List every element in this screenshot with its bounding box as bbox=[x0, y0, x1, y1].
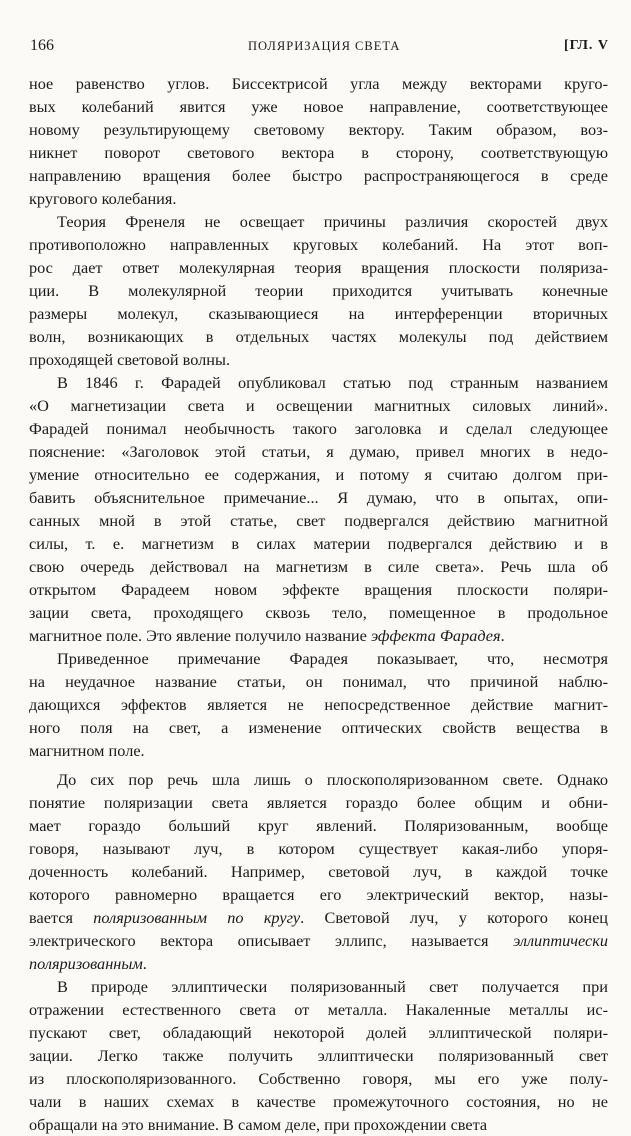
text-line bbox=[29, 1067, 608, 1090]
line-text: проходящей световой волны. bbox=[29, 350, 231, 369]
text-line bbox=[29, 463, 608, 486]
text-line bbox=[29, 486, 608, 509]
line-text: Приведенное примечание Фарадея показывает, что, несмотря bbox=[57, 649, 608, 668]
line-text: свою очередь действовал на магнетизм в силе света». Речь шла об bbox=[29, 557, 608, 576]
text-line bbox=[29, 325, 608, 348]
text-line bbox=[29, 670, 608, 693]
text-line bbox=[29, 279, 608, 302]
line-text: ного поля на свет, а изменение оптических свойств вещества в bbox=[29, 718, 608, 737]
text-line bbox=[29, 141, 608, 164]
line-text: дающихся эффектов является не непосредственное действие магнит- bbox=[29, 695, 608, 714]
page-header bbox=[30, 37, 609, 61]
line-text: умение относительно ее содержания, и потому я считаю долгом при- bbox=[29, 465, 608, 484]
text-line bbox=[29, 72, 608, 95]
line-text: рос дает ответ молекулярная теория вращения плоскости поляриза- bbox=[29, 258, 608, 277]
line-text: обращали на это внимание. В самом деле, при прохождении света bbox=[29, 1115, 488, 1134]
text-line bbox=[29, 118, 608, 141]
chapter-label: [ГЛ. V bbox=[564, 38, 609, 53]
text-line bbox=[29, 768, 608, 791]
line-text: вается bbox=[29, 908, 94, 927]
text-line bbox=[29, 952, 608, 975]
line-text: открытом Фарадеем новом эффекте вращения плоскости поляри- bbox=[29, 580, 608, 599]
paragraph bbox=[29, 72, 608, 210]
text-line bbox=[29, 1021, 608, 1044]
paragraph bbox=[29, 371, 608, 647]
line-text-tail: . Световой луч, у которого конец bbox=[300, 908, 608, 927]
line-text: из плоскополяризованного. Собственно говоря, мы его уже полу- bbox=[29, 1069, 608, 1088]
paragraph bbox=[29, 768, 608, 975]
line-text: говоря, называют луч, в котором существует какая-либо упоря- bbox=[29, 839, 608, 858]
line-text: «О магнетизации света и освещении магнитных силовых линий». bbox=[29, 396, 608, 415]
text-line bbox=[29, 883, 608, 906]
text-line bbox=[29, 371, 608, 394]
text-line bbox=[29, 1113, 608, 1136]
line-text: противоположно направленных круговых колебаний. На этот воп- bbox=[29, 235, 608, 254]
text-line bbox=[29, 1090, 608, 1113]
line-text: санных мной в этой статье, свет подвергался действию магнитной bbox=[29, 511, 608, 530]
line-text: пускают свет, обладающий некоторой долей эллиптической поляри- bbox=[29, 1023, 608, 1042]
text-line bbox=[29, 837, 608, 860]
text-line bbox=[29, 233, 608, 256]
text-line bbox=[29, 302, 608, 325]
text-line bbox=[29, 187, 608, 210]
line-text: понятие поляризации света является гораздо более общим и обни- bbox=[29, 793, 608, 812]
emphasized-term: эффекта Фарадея bbox=[370, 626, 501, 645]
line-text: отражении естественного света от металла. Накаленные металлы ис- bbox=[29, 1000, 608, 1019]
line-text: бавить объяснительное примечание... Я думаю, что в опытах, опи- bbox=[29, 488, 608, 507]
text-line bbox=[29, 394, 608, 417]
text-line bbox=[29, 791, 608, 814]
text-line bbox=[29, 509, 608, 532]
text-line bbox=[29, 164, 608, 187]
page-body bbox=[29, 72, 608, 1136]
line-text: магнитное поле. Это явление получило название bbox=[29, 626, 371, 645]
line-text: До сих пор речь шла лишь о плоскополяризованном свете. Однако bbox=[57, 770, 608, 789]
line-text: В природе эллиптически поляризованный свет получается при bbox=[57, 977, 608, 996]
line-text-tail: . bbox=[500, 626, 505, 645]
text-line bbox=[29, 417, 608, 440]
text-line bbox=[29, 814, 608, 837]
text-line bbox=[29, 601, 608, 624]
line-text: никнет поворот светового вектора в сторону, соответствующую bbox=[29, 143, 608, 162]
text-line bbox=[29, 578, 608, 601]
line-text: направлению вращения более быстро распространяющегося в среде bbox=[29, 166, 608, 185]
line-text: волн, возникающих в отдельных частях молекулы под действием bbox=[29, 327, 608, 346]
text-line bbox=[29, 440, 608, 463]
emphasized-term: поляризованным bbox=[29, 954, 143, 973]
line-text: зации света, проходящего сквозь тело, помещенное в продольное bbox=[29, 603, 608, 622]
line-text: зации. Легко также получить эллиптически поляризованный свет bbox=[29, 1046, 608, 1065]
line-text: новому результирующему световому вектору. Таким образом, воз- bbox=[29, 120, 608, 139]
line-text: на неудачное название статьи, он понимал, что причиной наблю- bbox=[29, 672, 608, 691]
text-line bbox=[29, 716, 608, 739]
text-line bbox=[29, 647, 608, 670]
line-text: магнитном поле. bbox=[29, 741, 145, 760]
text-line bbox=[29, 210, 608, 233]
text-line bbox=[29, 860, 608, 883]
running-title: ПОЛЯРИЗАЦИЯ СВЕТА bbox=[248, 39, 401, 53]
text-line bbox=[29, 256, 608, 279]
paragraph bbox=[29, 975, 608, 1136]
line-text: силы, т. е. магнетизм в силах материи подвергался действию и в bbox=[29, 534, 608, 553]
line-text: ции. В молекулярной теории приходится учитывать конечные bbox=[29, 281, 608, 300]
text-line bbox=[29, 348, 608, 371]
line-text: пояснение: «Заголовок этой статьи, я думаю, привел многих в недо- bbox=[29, 442, 608, 461]
emphasized-term: эллиптически bbox=[513, 931, 608, 950]
line-text: ное равенство углов. Биссектрисой угла между векторами круго- bbox=[29, 74, 608, 93]
text-line bbox=[29, 929, 608, 952]
line-text: чали в наших схемах в качестве промежуточного состояния, но не bbox=[29, 1092, 608, 1111]
text-line bbox=[29, 975, 608, 998]
line-text: Фарадей понимал необычность такого заголовка и сделал следующее bbox=[29, 419, 608, 438]
text-line bbox=[29, 624, 608, 647]
text-line bbox=[29, 555, 608, 578]
text-line bbox=[29, 693, 608, 716]
line-text: мает гораздо больший круг явлений. Поляризованным, вообще bbox=[29, 816, 608, 835]
line-text: размеры молекул, сказывающиеся на интерференции вторичных bbox=[29, 304, 608, 323]
line-text: доченность колебаний. Например, световой луч, в каждой точке bbox=[29, 862, 608, 881]
paragraph bbox=[29, 210, 608, 371]
emphasized-term: поляризованным по кругу bbox=[93, 908, 301, 927]
line-text: которого равномерно вращается его электрический вектор, назы- bbox=[29, 885, 608, 904]
text-line bbox=[29, 95, 608, 118]
line-text-tail: . bbox=[142, 954, 147, 973]
line-text: Теория Френеля не освещает причины различия скоростей двух bbox=[57, 212, 608, 231]
text-line bbox=[29, 532, 608, 555]
text-line bbox=[29, 739, 608, 762]
line-text: кругового колебания. bbox=[29, 189, 177, 208]
text-line bbox=[29, 1044, 608, 1067]
text-line bbox=[29, 998, 608, 1021]
page-number: 166 bbox=[30, 37, 54, 54]
line-text: вых колебаний явится уже новое направление, соответствующее bbox=[29, 97, 608, 116]
text-line bbox=[29, 906, 608, 929]
paragraph bbox=[29, 647, 608, 762]
line-text: электрического вектора описывает эллипс, называется bbox=[29, 931, 514, 950]
line-text: В 1846 г. Фарадей опубликовал статью под странным названием bbox=[57, 373, 608, 392]
